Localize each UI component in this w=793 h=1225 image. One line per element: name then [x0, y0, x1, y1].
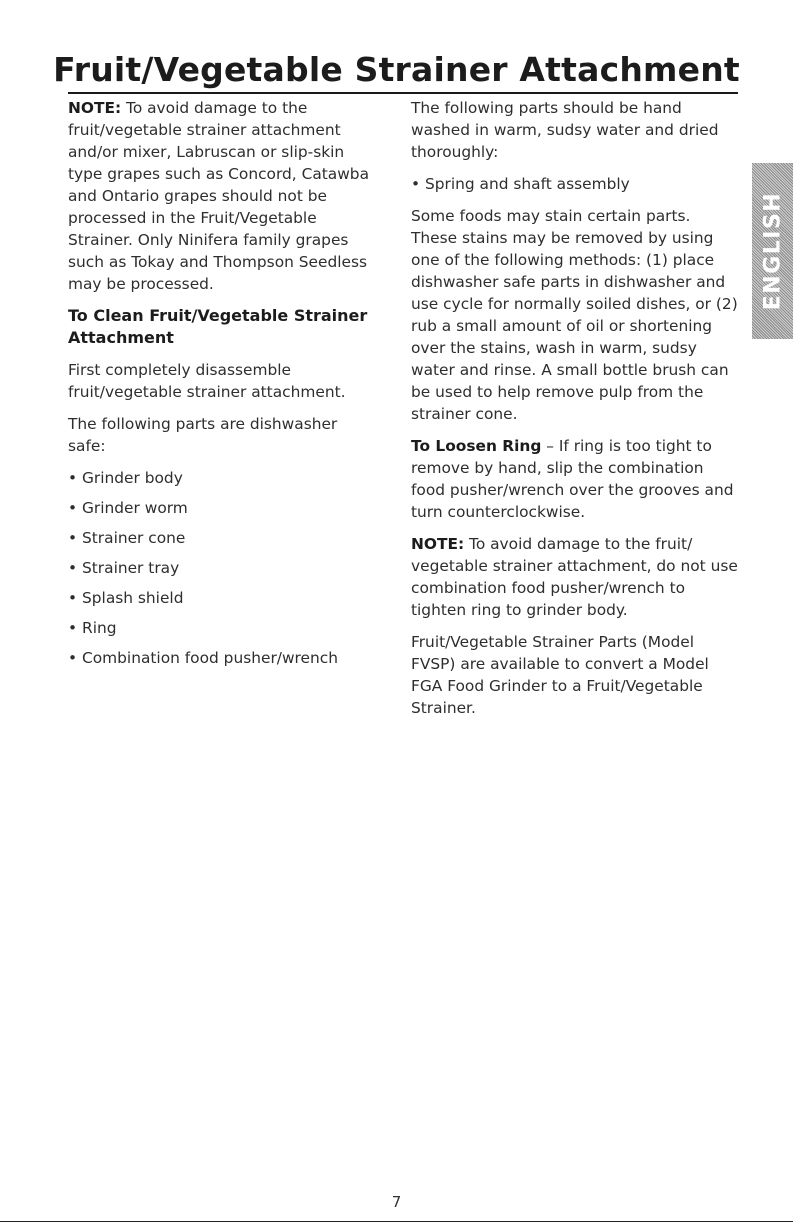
list-item: • Combination food pusher/wrench	[68, 649, 338, 667]
bullet-icon: •	[68, 559, 78, 577]
left-column	[68, 97, 372, 679]
bottom-rule	[0, 1221, 793, 1222]
loosen-ring-text: – If ring is too tight to remove by hand, slip the combination food pusher/wrench over the grooves and turn counterclockwise.	[411, 437, 734, 521]
page-title: Fruit/Vegetable Strainer Attachment	[53, 50, 740, 89]
bullet-icon: •	[68, 499, 78, 517]
hand-wash-intro: The following parts should be hand washed in warm, sudsy water and dried thoroughly:	[411, 99, 719, 161]
bullet-icon: •	[68, 619, 78, 637]
title-rule	[68, 92, 738, 94]
bullet-icon: •	[68, 529, 78, 547]
loosen-ring-label: To Loosen Ring	[411, 437, 542, 455]
page-number: 7	[391, 1193, 402, 1211]
bullet-icon: •	[68, 649, 78, 667]
bullet-icon: •	[68, 469, 78, 487]
stains-paragraph: Some foods may stain certain parts. These stains may be removed by using one of the following methods: (1) place dishwasher safe parts in dishwasher and use cycle for normally soiled dishes, or (2) rub a small amount of oil or shortening over the stains, wash in warm, sudsy water and rinse. A small bottle brush can be used to help remove pulp from the strainer cone.	[411, 207, 738, 423]
bullet-icon: •	[68, 589, 78, 607]
clean-heading: To Clean Fruit/Vegetable Strainer Attachment	[68, 306, 368, 347]
note-text: To avoid damage to the fruit/vegetable strainer attachment and/or mixer, Labruscan or slip-skin type grapes such as Concord, Catawba and Ontario grapes should not be processed in the Fruit/Vegetable Strainer. Only Ninifera family grapes such as Tokay and Thompson Seedless may be processed.	[68, 99, 370, 293]
loosen-ring-paragraph	[411, 435, 739, 523]
list-item: • Spring and shaft assembly	[411, 175, 630, 193]
note-label-2: NOTE:	[411, 535, 465, 553]
note-label: NOTE:	[68, 99, 122, 117]
dishwasher-list	[68, 467, 372, 669]
list-item: • Strainer cone	[68, 529, 186, 547]
disassemble-paragraph: First completely disassemble fruit/vegetable strainer attachment.	[68, 361, 346, 401]
language-tab-label: ENGLISH	[760, 191, 785, 311]
list-item: • Grinder worm	[68, 499, 188, 517]
note-text-2: To avoid damage to the fruit/ vegetable strainer attachment, do not use combination food pusher/wrench to tighten ring to grinder body.	[411, 535, 738, 619]
hand-wash-list	[411, 173, 739, 195]
dishwasher-intro: The following parts are dishwasher safe:	[68, 415, 338, 455]
parts-paragraph: Fruit/Vegetable Strainer Parts (Model FVSP) are available to convert a Model FGA Food Grinder to a Fruit/Vegetable Strainer.	[411, 633, 709, 717]
language-tab	[752, 163, 793, 339]
bullet-icon: •	[411, 175, 421, 193]
list-item: • Ring	[68, 619, 117, 637]
note-paragraph	[68, 97, 372, 295]
right-column	[411, 97, 739, 729]
list-item: • Strainer tray	[68, 559, 180, 577]
list-item: • Splash shield	[68, 589, 184, 607]
list-item: • Grinder body	[68, 469, 183, 487]
note-paragraph-2	[411, 533, 739, 621]
